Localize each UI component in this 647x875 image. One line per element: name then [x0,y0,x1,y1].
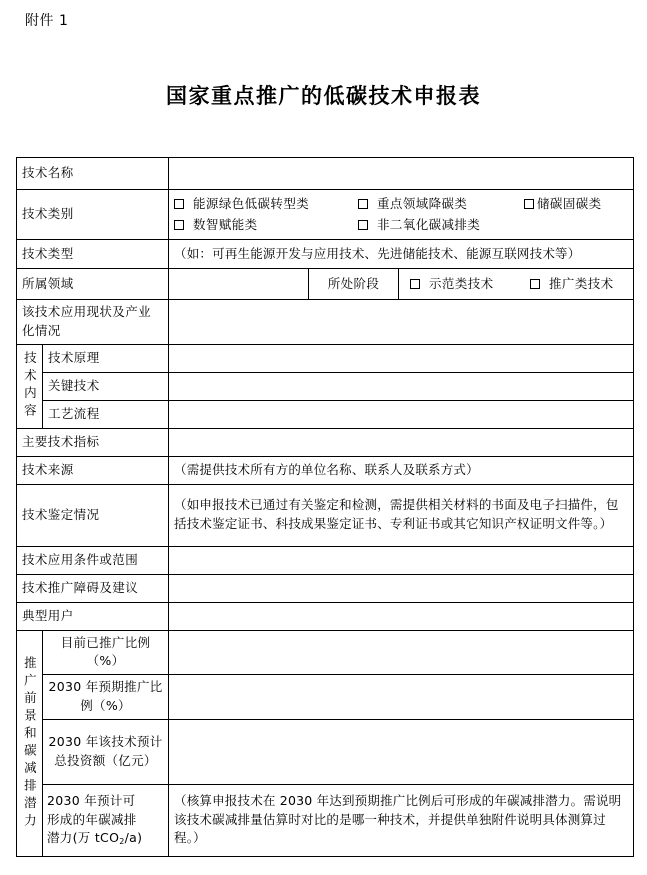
label-line-1: 2030 年预计可 [47,792,136,808]
table-row-tech-principle [17,344,634,372]
row-label-field: 所属领域 [17,269,169,300]
table-row-promotion-barriers [17,574,634,602]
group-label-prospects [17,630,43,856]
checkbox-label: 重点领域降碳类 [377,195,468,211]
row-label-typical-users: 典型用户 [17,602,169,630]
row-value-tech-category [169,190,634,240]
row-hint-tech-source: （需提供技术所有方的单位名称、联系人及联系方式） [169,456,634,484]
row-value-field[interactable] [169,269,309,300]
checkbox-icon[interactable] [410,279,420,289]
table-row-total-investment-2030 [17,719,634,784]
table-row-typical-users [17,602,634,630]
checkbox-icon[interactable] [530,279,540,289]
attachment-label: 附件 1 [25,13,69,29]
checkbox-line-1 [174,194,628,215]
checkbox-label: 示范类技术 [429,275,494,291]
checkbox-icon[interactable] [358,199,368,209]
table-row-application-conditions [17,546,634,574]
checkbox-option-key-sector-decarbon[interactable] [358,195,524,214]
row-label-carbon-reduction-potential-2030 [43,784,169,856]
row-label-tech-name: 技术名称 [17,158,169,190]
checkbox-option-promotion-tech[interactable] [530,275,614,294]
row-label-main-indicators: 主要技术指标 [17,428,169,456]
row-value-stage [399,269,634,300]
row-label-tech-category: 技术类别 [17,190,169,240]
row-hint-tech-type: （如：可再生能源开发与应用技术、先进储能技术、能源互联网技术等） [169,240,634,269]
checkbox-line-2 [174,215,628,236]
table-row-tech-appraisal [17,484,634,546]
checkbox-option-non-co2-reduction[interactable] [358,216,524,235]
table-row-current-promotion-ratio [17,630,634,675]
row-value-key-tech[interactable] [169,372,634,400]
table-row-carbon-reduction-potential-2030 [17,784,634,856]
table-row-application-status [17,300,634,345]
checkbox-icon[interactable] [358,220,368,230]
checkbox-option-carbon-storage[interactable] [524,195,602,214]
row-label-tech-type: 技术类型 [17,240,169,269]
label-line-3: 潜力(万 tCO$_2$/a) [47,830,143,847]
row-label-promotion-barriers: 技术推广障碍及建议 [17,574,169,602]
checkbox-label: 储碳固碳类 [537,195,602,211]
row-label-expected-promotion-ratio-2030: 2030 年预期推广比例（%） [43,675,169,720]
row-label-total-investment-2030: 2030 年该技术预计总投资额（亿元） [43,719,169,784]
table-row-tech-name [17,158,634,190]
row-hint-carbon-reduction-potential-2030: （核算申报技术在 2030 年达到预期推广比例后可形成的年碳减排潜力。需说明该技术碳减排量估算时对比的是哪一种技术，并提供单独附件说明具体测算过程。） [169,784,634,856]
checkbox-option-energy-transition[interactable] [174,195,358,214]
row-hint-tech-appraisal: （如申报技术已通过有关鉴定和检测，需提供相关材料的书面及电子扫描件，包括技术鉴定证书、科技成果鉴定证书、专利证书或其它知识产权证明文件等。） [169,484,634,546]
row-label-tech-source: 技术来源 [17,456,169,484]
checkbox-label: 推广类技术 [549,275,614,291]
checkbox-icon[interactable] [174,199,184,209]
row-label-stage: 所处阶段 [309,269,399,300]
row-value-process-flow[interactable] [169,400,634,428]
row-label-current-promotion-ratio: 目前已推广比例（%） [43,630,169,675]
checkbox-icon[interactable] [524,199,534,209]
checkbox-label: 非二氧化碳减排类 [377,216,481,232]
row-label-tech-principle: 技术原理 [43,344,169,372]
table-row-expected-promotion-ratio-2030 [17,675,634,720]
label-line-2: 形成的年碳减排 [47,811,137,827]
row-value-main-indicators[interactable] [169,428,634,456]
checkbox-label: 能源绿色低碳转型类 [193,195,310,211]
row-label-process-flow: 工艺流程 [43,400,169,428]
group-label-tech-content-text: 技术内容 [22,351,38,421]
row-value-current-promotion-ratio[interactable] [169,630,634,675]
row-value-promotion-barriers[interactable] [169,574,634,602]
row-value-expected-promotion-ratio-2030[interactable] [169,675,634,720]
group-label-tech-content [17,344,43,428]
row-value-total-investment-2030[interactable] [169,719,634,784]
table-row-tech-source [17,456,634,484]
row-value-tech-name[interactable] [169,158,634,190]
table-row-main-indicators [17,428,634,456]
stage-options [404,275,628,294]
row-value-tech-principle[interactable] [169,344,634,372]
row-label-tech-appraisal: 技术鉴定情况 [17,484,169,546]
checkbox-icon[interactable] [174,220,184,230]
checkbox-option-digital-intelligence[interactable] [174,216,358,235]
table-row-process-flow [17,400,634,428]
table-row-field-stage [17,269,634,300]
row-label-application-conditions: 技术应用条件或范围 [17,546,169,574]
table-row-tech-category [17,190,634,240]
checkbox-option-demonstration-tech[interactable] [410,275,530,294]
row-value-typical-users[interactable] [169,602,634,630]
declaration-form [16,157,634,857]
checkbox-label: 数智赋能类 [193,216,258,232]
row-value-application-status[interactable] [169,300,634,345]
group-label-prospects-text: 推广前景和碳减排潜力 [22,655,38,831]
page-title: 国家重点推广的低碳技术申报表 [166,84,481,108]
row-label-application-status: 该技术应用现状及产业化情况 [17,300,169,345]
row-value-application-conditions[interactable] [169,546,634,574]
row-label-key-tech: 关键技术 [43,372,169,400]
table-row-tech-type [17,240,634,269]
table-row-key-tech [17,372,634,400]
